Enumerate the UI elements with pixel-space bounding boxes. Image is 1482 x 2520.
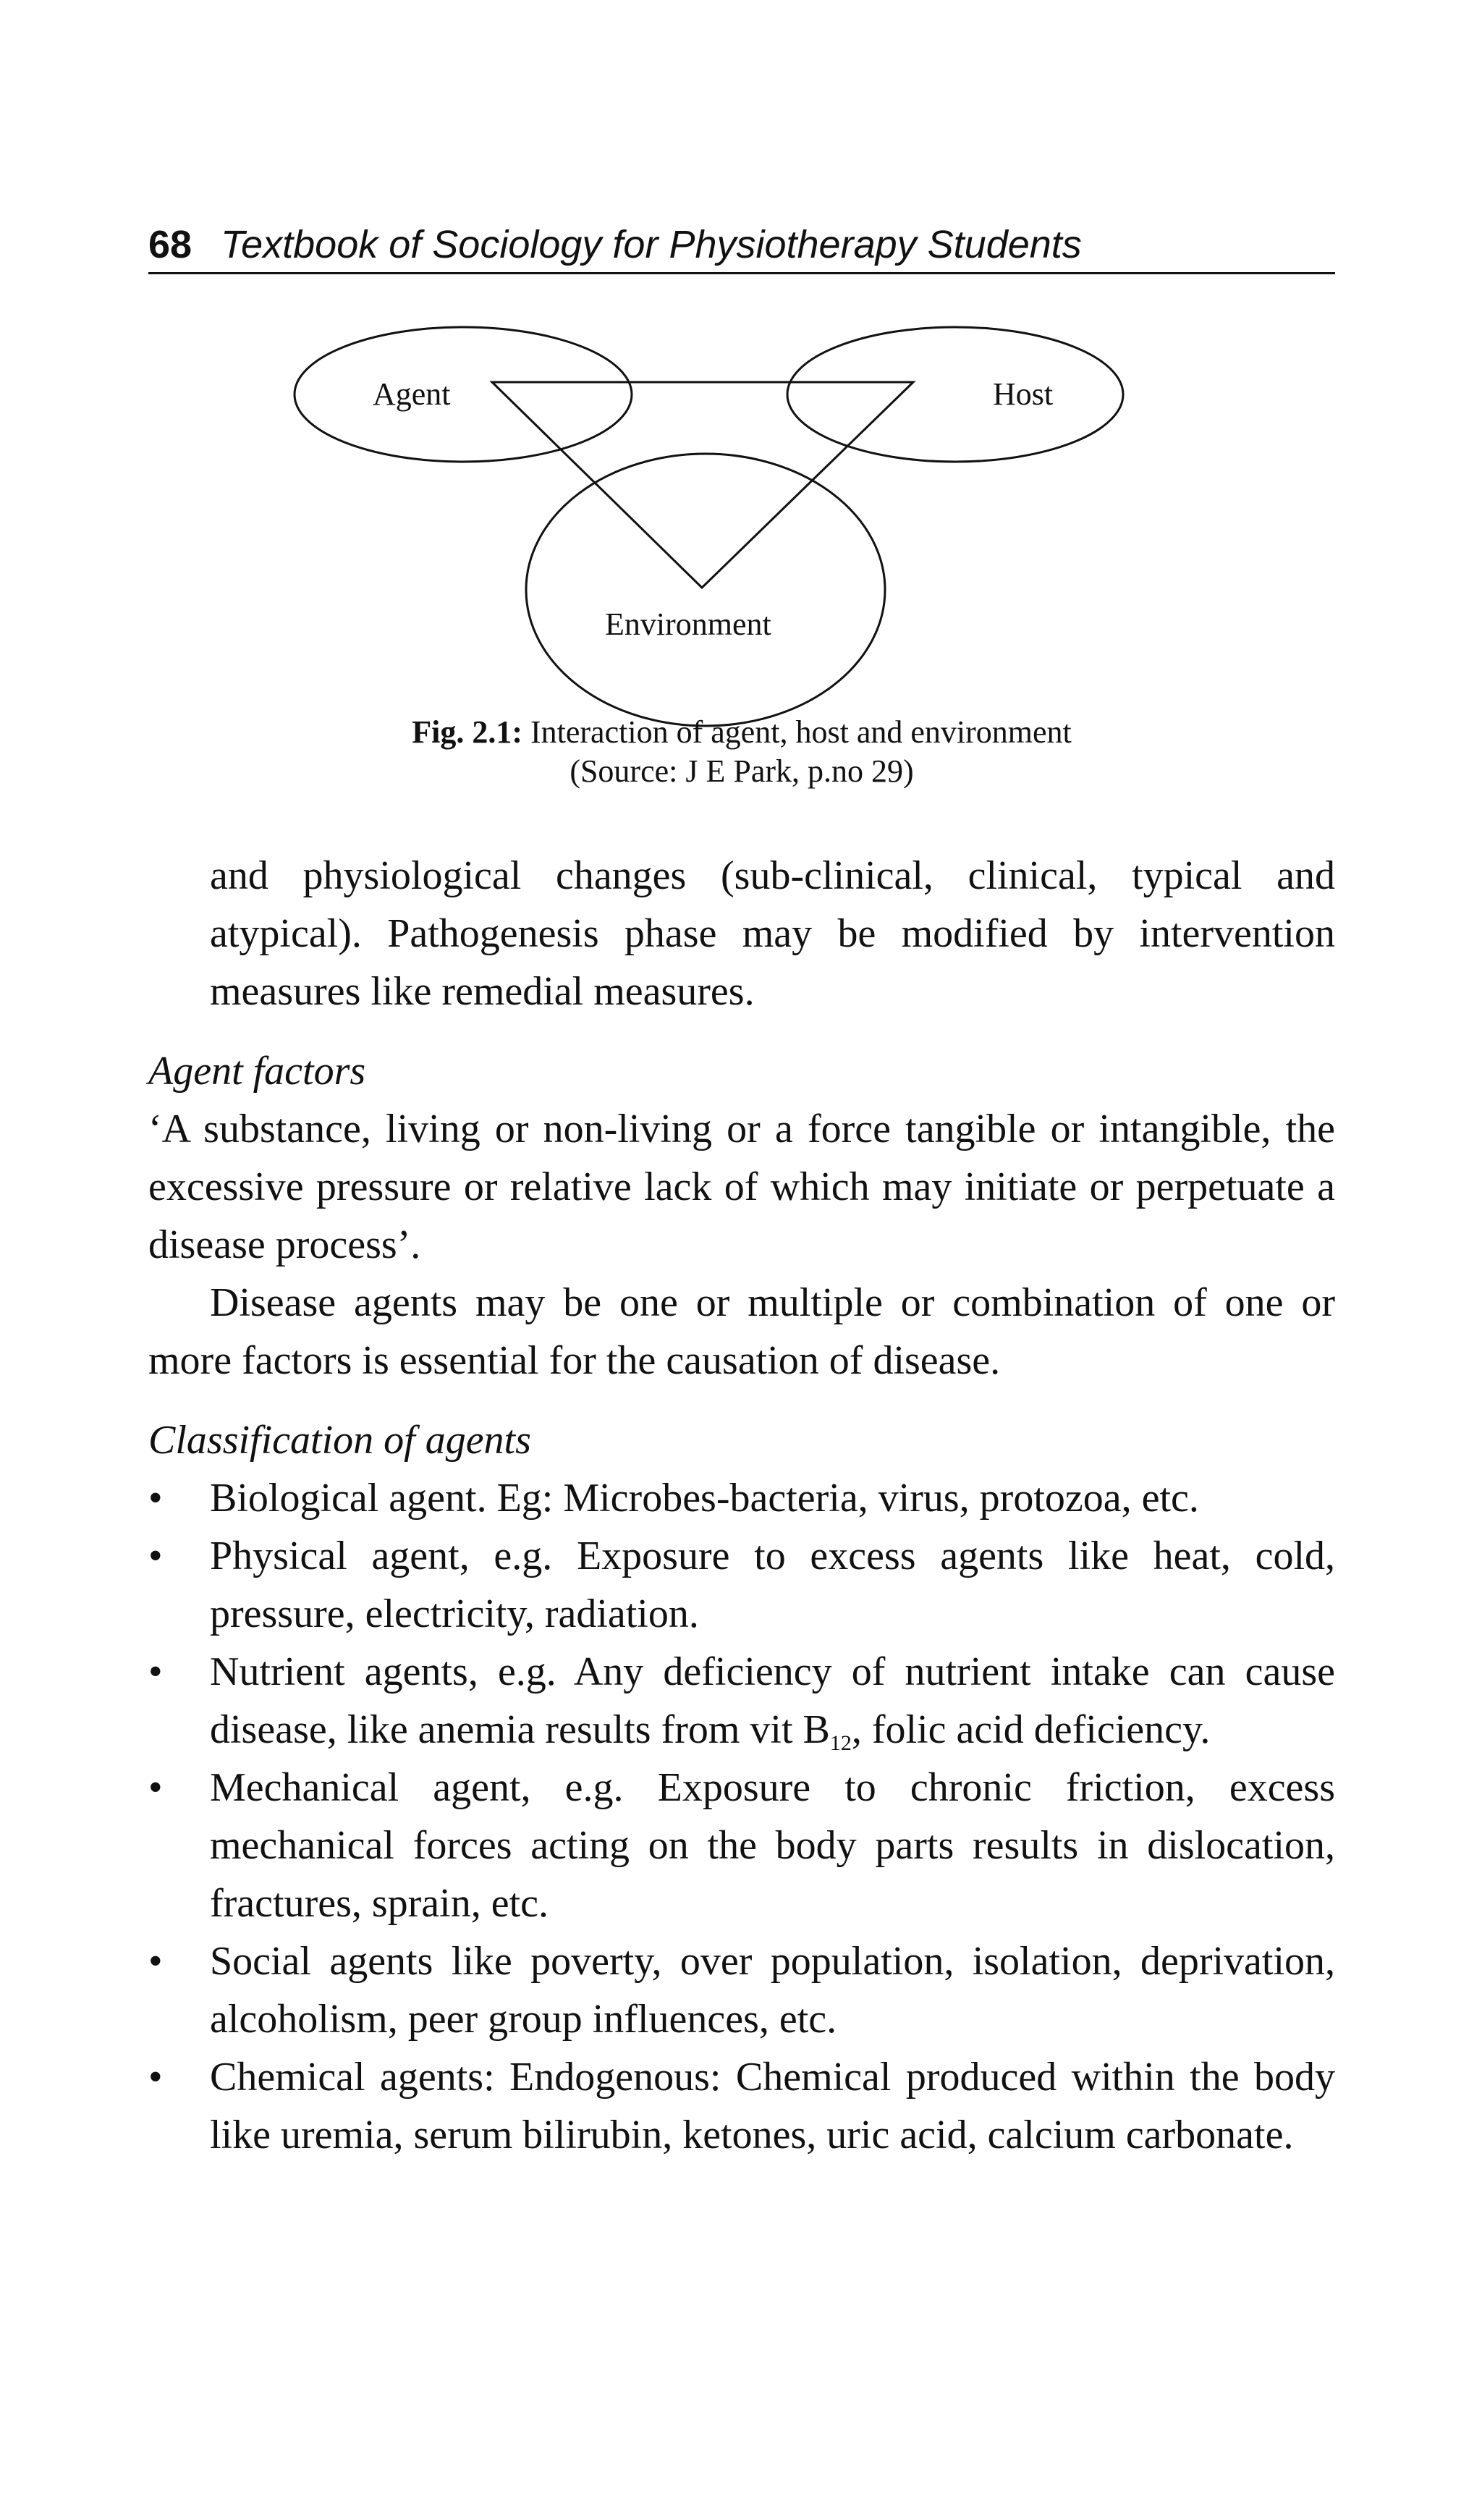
caption-source: (Source: J E Park, p.no 29) — [569, 753, 914, 789]
caption-line — [148, 713, 1335, 752]
list-item-text: Mechanical agent, e.g. Exposure to chronic friction, excess mechanical forces acting on the body parts results in dislocation, fractures, sprain, etc. — [210, 1765, 1335, 1926]
list-item-text-tail: , folic acid deficiency. — [851, 1707, 1211, 1752]
agent-definition: ‘A substance, living or non-living or a force tangible or intangible, the excessive pressure or relative lack of which may initiate or perpetuate a disease process’. — [148, 1107, 1335, 1267]
continued-paragraph: and physiological changes (sub-clinical, clinical, typical and atypical). Pathogenesis phase may be modified by intervention measures like remedial measures. — [210, 853, 1335, 1014]
bullet: • — [148, 1939, 163, 1984]
list-item-text: Chemical agents: Endogenous: Chemical produced within the body like uremia, serum bilirubin, ketones, uric acid, calcium carbonate. — [210, 2055, 1335, 2157]
host-ellipse — [787, 327, 1123, 462]
list-item — [148, 2048, 1335, 2164]
page-number: 68 — [148, 223, 192, 266]
host-label: Host — [993, 376, 1054, 412]
bullet: • — [148, 1765, 163, 1810]
bullet: • — [148, 2055, 163, 2100]
bullet: • — [148, 1534, 163, 1578]
list-item — [148, 1643, 1335, 1759]
caption-label: Fig. 2.1: — [412, 714, 522, 750]
book-title: Textbook of Sociology for Physiotherapy Students — [221, 223, 1082, 266]
section-heading-classification: Classification of agents — [148, 1418, 531, 1463]
figure-caption — [148, 713, 1335, 791]
list-item — [148, 1469, 1335, 1527]
interaction-triangle — [492, 382, 913, 588]
list-item — [148, 1759, 1335, 1932]
list-item — [148, 1932, 1335, 2048]
list-item-text: Biological agent. Eg: Microbes-bacteria, virus, protozoa, etc. — [210, 1476, 1199, 1521]
environment-label: Environment — [605, 606, 771, 642]
bullet: • — [148, 1649, 163, 1694]
list-item-text: Social agents like poverty, over population, isolation, deprivation, alcoholism, peer group influences, etc. — [210, 1939, 1335, 2042]
section-heading-agent-factors: Agent factors — [148, 1049, 366, 1094]
bullet: • — [148, 1476, 163, 1521]
list-item — [148, 1527, 1335, 1643]
vitamin-subscript: 12 — [829, 1731, 852, 1755]
list-item-text: Physical agent, e.g. Exposure to excess agents like heat, cold, pressure, electricity, radiation. — [210, 1534, 1335, 1636]
body-text — [148, 847, 1335, 2164]
environment-ellipse — [526, 454, 885, 726]
agent-host-environment-diagram — [289, 318, 1129, 753]
list-item-text: Nutrient agents, e.g. Any deficiency of nutrient intake can cause disease, like anemia results from vit B — [210, 1649, 1335, 1752]
agent-paragraph: Disease agents may be one or multiple or combination of one or more factors is essential for the causation of disease. — [148, 1280, 1335, 1383]
agent-classification-list — [148, 1469, 1335, 2164]
running-header — [148, 217, 1335, 274]
agent-ellipse — [295, 327, 632, 462]
agent-label: Agent — [373, 376, 451, 412]
caption-text: Interaction of agent, host and environment — [522, 714, 1072, 750]
